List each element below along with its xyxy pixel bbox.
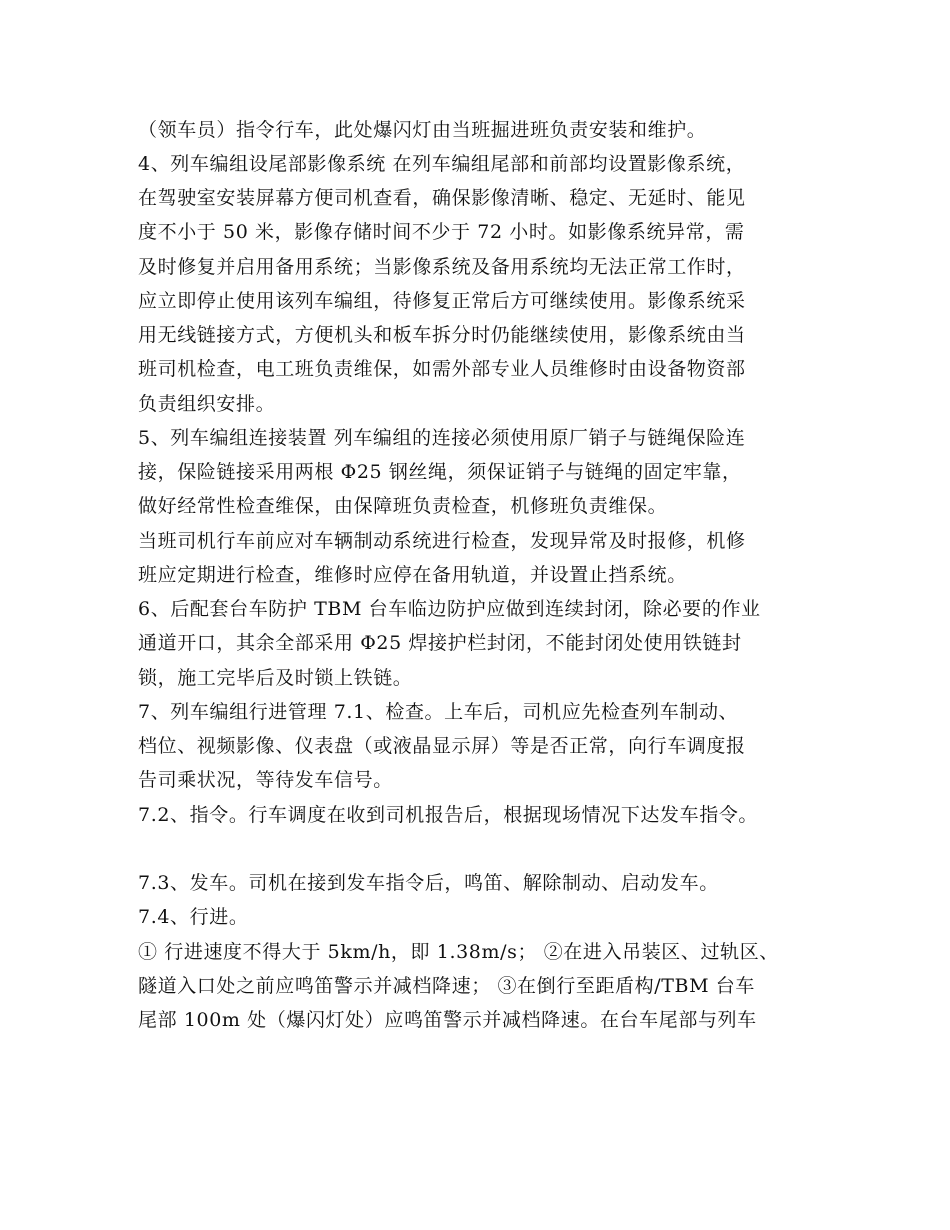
text-line: 7.2、指令。行车调度在收到司机报告后，根据现场情况下达发车指令。 bbox=[138, 804, 759, 826]
text-line: ① 行进速度不得大于 5km/h，即 1.38m/s； ②在进入吊装区、过轨区、 bbox=[138, 941, 779, 963]
text-line: 隧道入口处之前应鸣笛警示并减档降速； ③在倒行至距盾构/TBM 台车 bbox=[138, 975, 755, 997]
text-line: 接，保险链接采用两根 Φ25 钢丝绳，须保证销子与链绳的固定牢靠， bbox=[138, 461, 742, 483]
text-line: 6、后配套台车防护 TBM 台车临边防护应做到连续封闭，除必要的作业 bbox=[138, 598, 761, 620]
text-line: 当班司机行车前应对车辆制动系统进行检查，发现异常及时报修，机修 bbox=[138, 530, 746, 552]
text-line: 告司乘状况，等待发车信号。 bbox=[138, 769, 393, 791]
text-line: （领车员）指令行车，此处爆闪灯由当班掘进班负责安装和维护。 bbox=[138, 119, 707, 141]
text-line: 7.3、发车。司机在接到发车指令后，鸣笛、解除制动、启动发车。 bbox=[138, 872, 719, 894]
text-line: 档位、视频影像、仪表盘（或液晶显示屏）等是否正常，向行车调度报 bbox=[138, 735, 746, 757]
text-line: 班应定期进行检查，维修时应停在备用轨道，并设置止挡系统。 bbox=[138, 564, 687, 586]
text-line: 通道开口，其余全部采用 Φ25 焊接护栏封闭，不能封闭处使用铁链封 bbox=[138, 632, 742, 654]
text-line: 尾部 100m 处（爆闪灯处）应鸣笛警示并减档降速。在台车尾部与列车 bbox=[138, 1009, 757, 1031]
text-line: 及时修复并启用备用系统；当影像系统及备用系统均无法正常工作时， bbox=[138, 256, 746, 278]
text-line: 负责组织安排。 bbox=[138, 393, 276, 415]
text-line: 度不小于 50 米，影像存储时间不少于 72 小时。如影像系统异常，需 bbox=[138, 221, 745, 243]
text-line: 用无线链接方式，方便机头和板车拆分时仍能继续使用，影像系统由当 bbox=[138, 324, 746, 346]
text-line: 在驾驶室安装屏幕方便司机查看，确保影像清晰、稳定、无延时、能见 bbox=[138, 187, 746, 209]
text-line: 锁，施工完毕后及时锁上铁链。 bbox=[138, 667, 413, 689]
text-line: 做好经常性检查维保，由保障班负责检查，机修班负责维保。 bbox=[138, 495, 668, 517]
text-line: 5、列车编组连接装置 列车编组的连接必须使用原厂销子与链绳保险连 bbox=[138, 427, 746, 449]
text-line: 4、列车编组设尾部影像系统 在列车编组尾部和前部均设置影像系统， bbox=[138, 153, 746, 175]
text-line: 应立即停止使用该列车编组，待修复正常后方可继续使用。影像系统采 bbox=[138, 290, 746, 312]
text-line: 7、列车编组行进管理 7.1、检查。上车后，司机应先检查列车制动、 bbox=[138, 701, 739, 723]
text-line: 7.4、行进。 bbox=[138, 906, 249, 928]
text-line: 班司机检查，电工班负责维保，如需外部专业人员维修时由设备物资部 bbox=[138, 358, 746, 380]
